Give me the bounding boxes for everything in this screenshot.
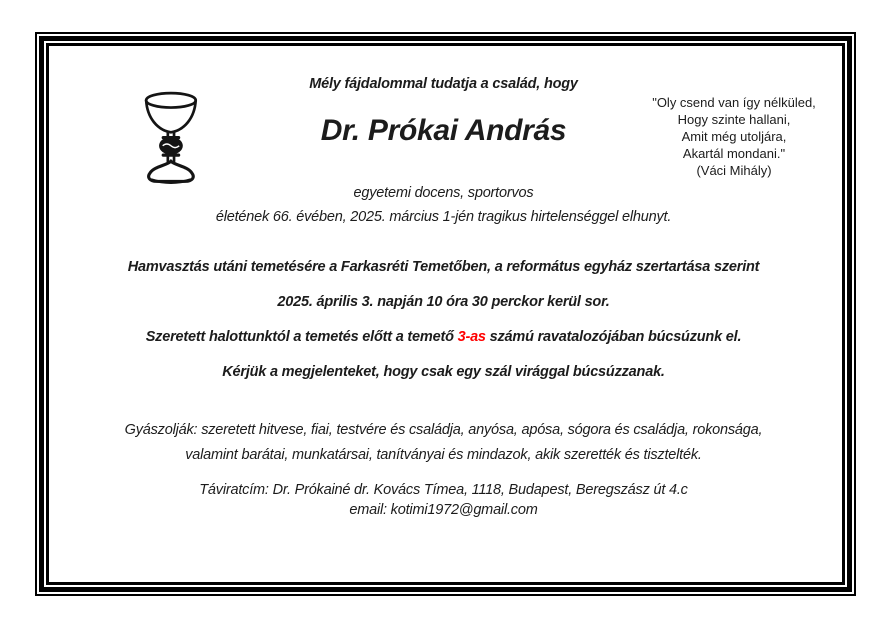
quote-attribution: (Váci Mihály) [696,163,772,178]
email-line: email: kotimi1972@gmail.com [349,502,538,518]
mourners-line-1: Gyászolják: szeretett hitvese, fiai, testvére és családja, anyósa, apósa, sógora és családja, rokonsága, [124,422,763,438]
funeral-line-1: Hamvasztás utáni temetésére a Farkasréti Temetőben, a református egyház szertartása szerint [127,259,760,275]
quote-line: Akartál mondani." [682,146,786,161]
funeral-line-4: Kérjük a megjelenteket, hogy csak egy szál virággal búcsúzzanak. [222,364,665,380]
titles-line: egyetemi docens, sportorvos [353,185,534,201]
telegram-address-line: Táviratcím: Dr. Prókainé dr. Kovács Tímea, 1118, Budapest, Beregszász út 4.c [199,482,688,498]
mourners-line-2: valamint barátai, munkatársai, tanítványai és mindazok, akik szerették és tisztelték. [185,447,702,463]
funeral-line-3 [0,329,887,345]
funeral-line-3-end: számú ravatalozójában búcsúzunk el. [485,329,742,345]
funeral-line-2: 2025. április 3. napján 10 óra 30 perckor kerül sor. [277,294,610,310]
deceased-name: Dr. Prókai András [320,114,567,147]
quote-line: Hogy szinte hallani, [677,112,791,127]
funeral-line-3-start: Szeretett halottunktól a temetés előtt a temető [145,329,458,345]
quote-line: "Oly csend van így nélküled, [652,95,816,110]
funeral-hall-number-highlight: 3-as [457,329,486,345]
quote-line: Amit még utoljára, [681,129,787,144]
death-line: életének 66. évében, 2025. március 1-jén tragikus hirtelenséggel elhunyt. [215,209,672,225]
intro-line: Mély fájdalommal tudatja a család, hogy [309,76,578,92]
